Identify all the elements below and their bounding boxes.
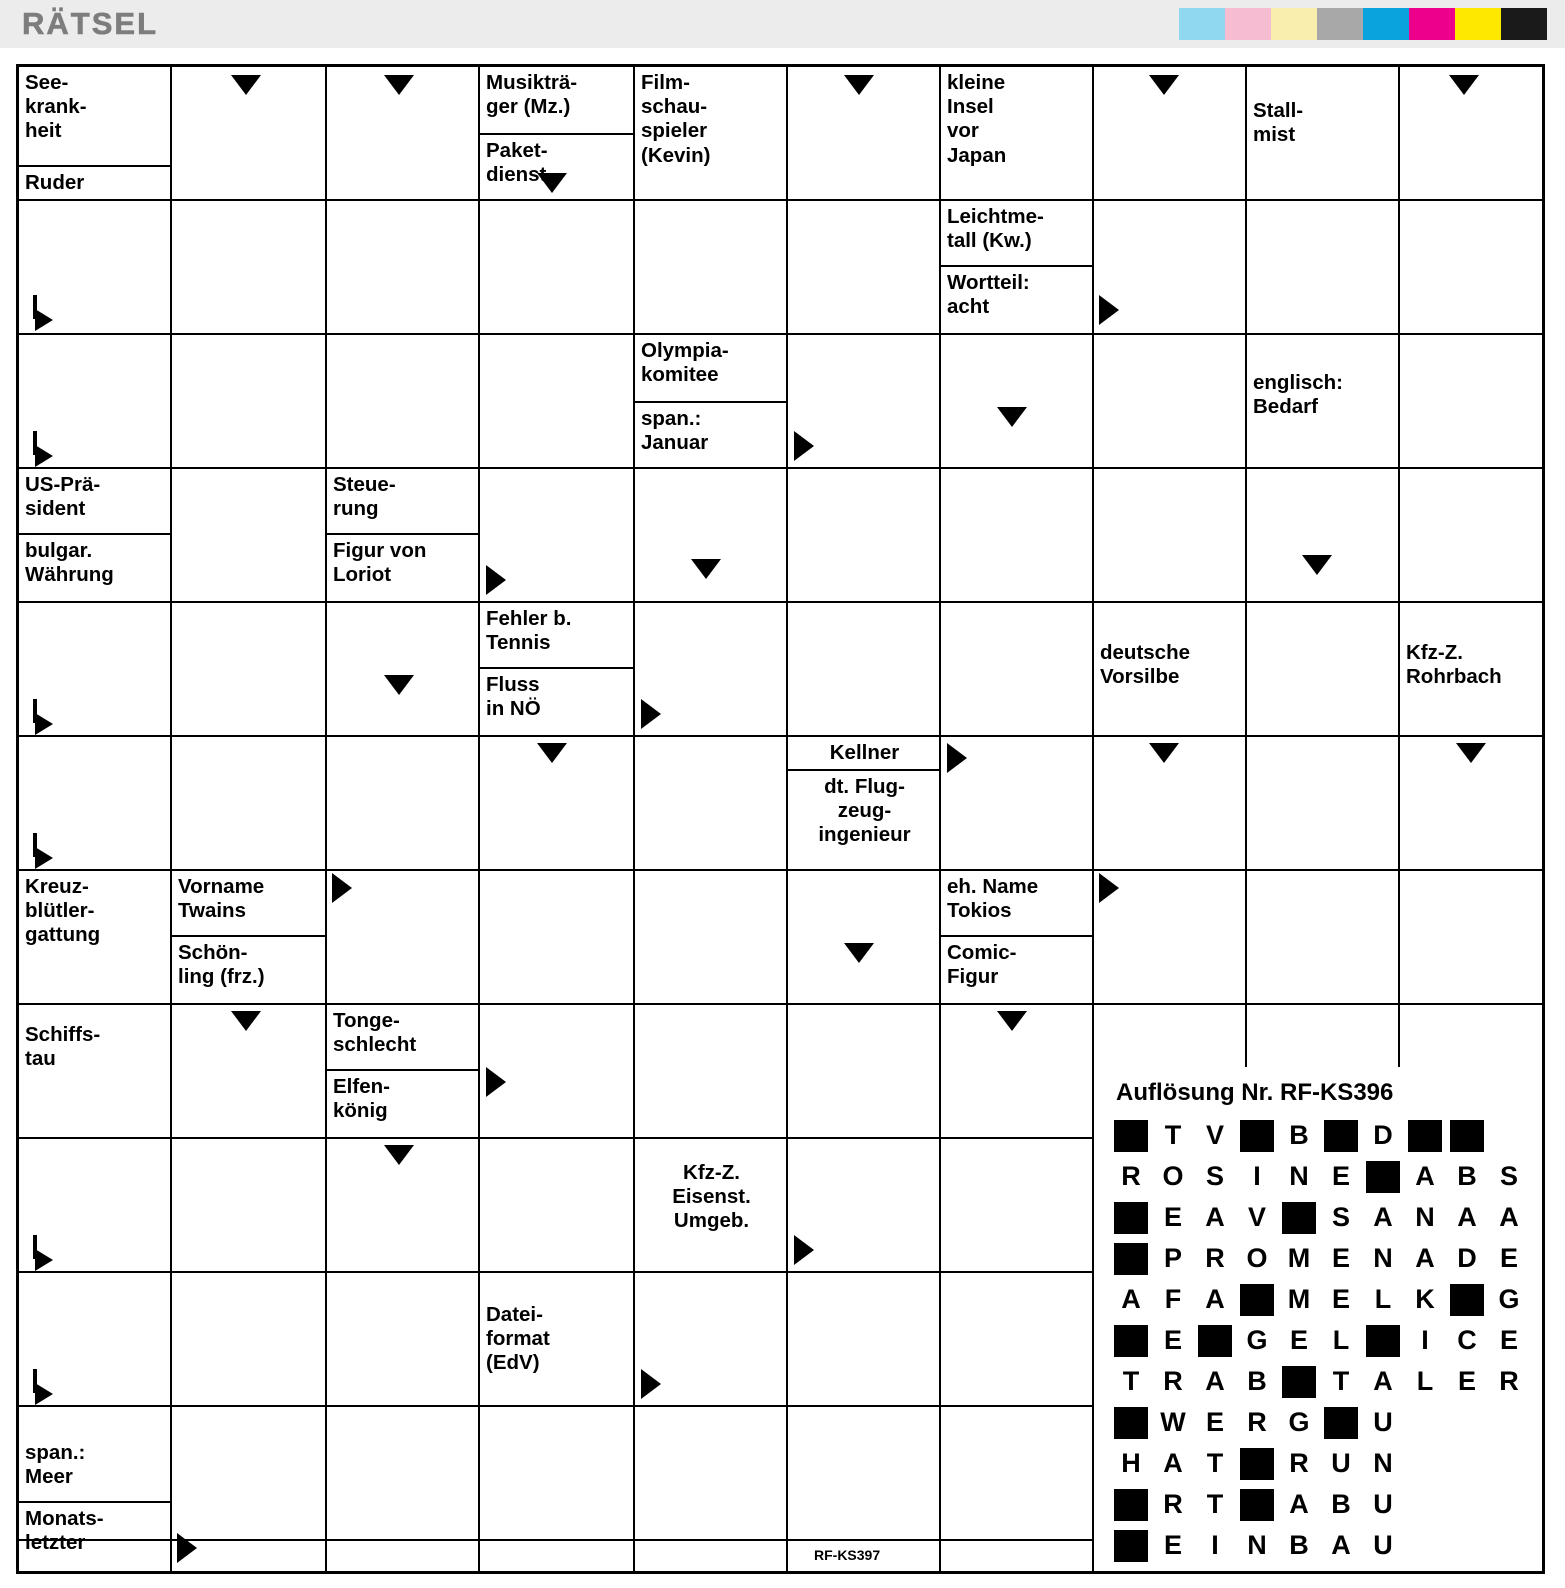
solution-letter-cell: H [1121, 1448, 1141, 1478]
solution-letter-cell: K [1415, 1284, 1435, 1314]
clue-eh-name-tokios: eh. Name Tokios [947, 875, 1039, 923]
arrow-down-icon [384, 675, 414, 695]
clue-englisch-bedarf: englisch: Bedarf [1253, 371, 1343, 419]
arrow-down-icon [1149, 75, 1179, 95]
solution-letter-cell: A [1331, 1530, 1351, 1560]
solution-block-cell [1114, 1243, 1148, 1275]
clue-leichtmetall: Leichtme- tall (Kw.) [947, 205, 1044, 253]
solution-letter-cell: U [1373, 1489, 1393, 1519]
arrow-right-icon [794, 1235, 814, 1265]
arrow-corner-icon [33, 699, 63, 729]
solution-letter-cell: N [1415, 1202, 1435, 1232]
solution-letter-cell: N [1373, 1243, 1393, 1273]
clue-tongeschlecht: Tonge- schlecht [333, 1009, 417, 1057]
grid-row-8 [19, 1005, 1094, 1139]
clue-vorname-twains: Vorname Twains [178, 875, 265, 923]
solution-letter-cell: B [1247, 1366, 1267, 1396]
clue-figur-von-loriot: Figur von Loriot [333, 539, 427, 587]
solution-row [1110, 1115, 1532, 1156]
solution-title: Auflösung Nr. RF-KS396 [1116, 1079, 1394, 1106]
solution-letter-cell: A [1373, 1202, 1393, 1232]
solution-row [1110, 1320, 1532, 1361]
solution-letter-cell: E [1331, 1161, 1350, 1191]
solution-block-cell [1450, 1284, 1484, 1316]
solution-letter-cell: T [1332, 1366, 1350, 1396]
clue-flugzeugingenieur: dt. Flug- zeug- ingenieur [818, 775, 911, 847]
page-title: RÄTSEL [22, 6, 158, 41]
color-swatch-7 [1455, 8, 1501, 40]
solution-letter-cell: R [1247, 1407, 1267, 1437]
grid-row-9 [19, 1139, 1094, 1273]
solution-block-cell [1114, 1407, 1148, 1439]
solution-letter-cell: M [1287, 1284, 1311, 1314]
solution-row [1110, 1361, 1532, 1402]
solution-letter-cell: O [1162, 1161, 1184, 1191]
clue-comic-figur: Comic- Figur [947, 941, 1017, 989]
solution-letter-cell: E [1499, 1243, 1518, 1273]
solution-block-cell [1198, 1325, 1232, 1357]
solution-block-cell [1240, 1489, 1274, 1521]
solution-row [1110, 1402, 1532, 1443]
solution-letter-cell: E [1457, 1366, 1476, 1396]
solution-letter-cell: L [1332, 1325, 1350, 1355]
clue-kleine-insel: kleine Insel vor Japan [947, 71, 1007, 167]
clue-fehler-tennis: Fehler b. Tennis [486, 607, 572, 655]
clue-olympiakomitee: Olympia- komitee [641, 339, 729, 387]
solution-letter-cell: L [1374, 1284, 1392, 1314]
clue-steuerung: Steue- rung [333, 473, 396, 521]
solution-letter-cell: B [1289, 1530, 1309, 1560]
color-swatch-8 [1501, 8, 1547, 40]
solution-row [1110, 1156, 1532, 1197]
color-swatch-4 [1317, 8, 1363, 40]
clue-monatsletzter: Monats- letzter [25, 1507, 104, 1555]
arrow-right-icon [641, 1369, 661, 1399]
clue-musiktraeger-divider [480, 67, 635, 135]
solution-letter-cell: P [1163, 1243, 1182, 1273]
grid-row-6 [19, 737, 1542, 871]
solution-letter-cell: E [1499, 1325, 1518, 1355]
solution-letter-cell: E [1331, 1243, 1350, 1273]
color-swatch-1 [1179, 8, 1225, 40]
solution-letter-cell: E [1331, 1284, 1350, 1314]
solution-letter-cell: A [1163, 1448, 1183, 1478]
clue-schiffstau: Schiffs- tau [25, 1023, 101, 1071]
solution-block-cell [1408, 1120, 1442, 1152]
arrow-right-icon [177, 1533, 197, 1563]
solution-letter-cell: R [1121, 1161, 1141, 1191]
solution-letter-cell: I [1211, 1530, 1219, 1560]
arrow-down-icon [1302, 555, 1332, 575]
solution-block-cell [1366, 1161, 1400, 1193]
solution-grid [1110, 1115, 1532, 1566]
solution-letter-cell: B [1331, 1489, 1351, 1519]
arrow-right-icon [794, 431, 814, 461]
solution-block-cell [1282, 1366, 1316, 1398]
clue-filmschauspieler: Film- schau- spieler (Kevin) [641, 71, 711, 167]
arrow-down-icon [997, 1011, 1027, 1031]
clue-kfz-eisenstadt: Kfz-Z. Eisenst. Umgeb. [672, 1161, 751, 1233]
color-swatch-5 [1363, 8, 1409, 40]
solution-letter-cell: R [1205, 1243, 1225, 1273]
clue-fehler-tennis-divider [480, 603, 635, 669]
solution-letter-cell: I [1421, 1325, 1429, 1355]
solution-letter-cell: A [1415, 1161, 1435, 1191]
arrow-down-icon [1149, 743, 1179, 763]
arrow-corner-icon [33, 1369, 63, 1399]
clue-kreuzbluetler: Kreuz- blütler- gattung [25, 875, 101, 947]
solution-letter-cell: U [1331, 1448, 1351, 1478]
clue-us-praesident: US-Prä- sident [25, 473, 101, 521]
solution-letter-cell: A [1415, 1243, 1435, 1273]
solution-letter-cell: E [1163, 1325, 1182, 1355]
solution-letter-cell: V [1247, 1202, 1266, 1232]
solution-letter-cell: E [1163, 1202, 1182, 1232]
clue-span-januar: span.: Januar [641, 407, 709, 455]
solution-letter-cell: T [1164, 1120, 1182, 1150]
clue-ruder: Ruder [25, 171, 85, 194]
solution-row [1110, 1484, 1532, 1525]
arrow-down-icon [844, 75, 874, 95]
arrow-right-icon [486, 1067, 506, 1097]
grid-row-2 [19, 201, 1542, 335]
grid-row-4 [19, 469, 1542, 603]
clue-vorname-twains-divider [172, 871, 327, 937]
color-swatch-3 [1271, 8, 1317, 40]
clue-wortteil-acht: Wortteil: acht [947, 271, 1030, 319]
arrow-down-icon [844, 943, 874, 963]
solution-letter-cell: A [1205, 1366, 1225, 1396]
arrow-down-icon [231, 1011, 261, 1031]
arrow-right-icon [641, 699, 661, 729]
arrow-right-icon [947, 743, 967, 773]
solution-letter-cell: A [1205, 1202, 1225, 1232]
arrow-down-icon [231, 75, 261, 95]
solution-letter-cell: W [1160, 1407, 1186, 1437]
solution-letter-cell: R [1499, 1366, 1519, 1396]
color-swatch-6 [1409, 8, 1455, 40]
clue-elfenkoenig: Elfen- könig [333, 1075, 390, 1123]
color-swatch-2 [1225, 8, 1271, 40]
solution-letter-cell: T [1206, 1489, 1224, 1519]
clue-stallmist: Stall- mist [1253, 99, 1304, 147]
solution-letter-cell: I [1253, 1161, 1261, 1191]
solution-block-cell [1324, 1407, 1358, 1439]
clue-see-krankheit-divider [19, 67, 172, 167]
solution-letter-cell: E [1205, 1407, 1224, 1437]
solution-letter-cell: B [1289, 1120, 1309, 1150]
arrow-down-icon [1449, 75, 1479, 95]
solution-letter-cell: G [1246, 1325, 1268, 1355]
arrow-down-icon [537, 173, 567, 193]
clue-bulgar-waehrung: bulgar. Währung [25, 539, 114, 587]
solution-letter-cell: S [1331, 1202, 1350, 1232]
solution-letter-cell: T [1122, 1366, 1140, 1396]
arrow-down-icon [537, 743, 567, 763]
solution-block-cell [1240, 1448, 1274, 1480]
solution-letter-cell: E [1163, 1530, 1182, 1560]
solution-block-cell [1114, 1202, 1148, 1234]
solution-block-cell [1450, 1120, 1484, 1152]
clue-span-meer: span.: Meer [25, 1441, 86, 1489]
arrow-right-icon [332, 873, 352, 903]
solution-letter-cell: R [1289, 1448, 1309, 1478]
solution-letter-cell: M [1287, 1243, 1311, 1273]
solution-letter-cell: G [1288, 1407, 1310, 1437]
solution-panel [1094, 1067, 1542, 1571]
clue-tongeschlecht-divider [327, 1005, 480, 1071]
arrow-right-icon [1099, 873, 1119, 903]
solution-block-cell [1240, 1284, 1274, 1316]
grid-row-11 [19, 1407, 1094, 1541]
solution-letter-cell: A [1457, 1202, 1477, 1232]
clue-eh-name-tokios-divider [941, 871, 1094, 937]
clue-dateiformat: Datei- format (EdV) [486, 1303, 550, 1375]
clue-kellner-divider [788, 737, 941, 771]
clue-kellner: Kellner [829, 741, 900, 764]
clue-span-meer-divider [19, 1437, 172, 1503]
solution-letter-cell: A [1499, 1202, 1519, 1232]
solution-block-cell [1114, 1530, 1148, 1562]
clue-see-krankheit: See- krank- heit [25, 71, 87, 143]
solution-letter-cell: R [1163, 1489, 1183, 1519]
solution-row [1110, 1525, 1532, 1566]
puzzle-code-label: RF-KS397 [814, 1547, 881, 1563]
solution-letter-cell: G [1498, 1284, 1520, 1314]
arrow-down-icon [1456, 743, 1486, 763]
solution-row [1110, 1238, 1532, 1279]
solution-letter-cell: E [1289, 1325, 1308, 1355]
solution-letter-cell: B [1457, 1161, 1477, 1191]
clue-deutsche-vorsilbe: deutsche Vorsilbe [1100, 641, 1190, 689]
solution-block-cell [1114, 1325, 1148, 1357]
solution-letter-cell: S [1205, 1161, 1224, 1191]
solution-letter-cell: D [1373, 1120, 1393, 1150]
solution-letter-cell: T [1206, 1448, 1224, 1478]
clue-fluss-noe: Fluss in NÖ [486, 673, 541, 721]
solution-letter-cell: N [1289, 1161, 1309, 1191]
solution-letter-cell: N [1247, 1530, 1267, 1560]
solution-letter-cell: A [1373, 1366, 1393, 1396]
solution-letter-cell: L [1416, 1366, 1434, 1396]
solution-letter-cell: R [1163, 1366, 1183, 1396]
solution-block-cell [1366, 1325, 1400, 1357]
clue-steuerung-divider [327, 469, 480, 535]
color-calibration-bar [1179, 8, 1547, 40]
solution-letter-cell: V [1205, 1120, 1224, 1150]
grid-row-5 [19, 603, 1542, 737]
arrow-down-icon [691, 559, 721, 579]
clue-us-praesident-divider [19, 469, 172, 535]
solution-block-cell [1282, 1202, 1316, 1234]
arrow-corner-icon [33, 833, 63, 863]
solution-letter-cell: U [1373, 1530, 1393, 1560]
solution-letter-cell: U [1373, 1407, 1393, 1437]
clue-musiktraeger: Musikträ- ger (Mz.) [486, 71, 578, 119]
arrow-corner-icon [33, 431, 63, 461]
solution-letter-cell: C [1457, 1325, 1477, 1355]
clue-kfz-rohrbach: Kfz-Z. Rohrbach [1406, 641, 1502, 689]
crossword-grid [16, 64, 1545, 1574]
solution-row [1110, 1443, 1532, 1484]
clue-schoenling: Schön- ling (frz.) [178, 941, 265, 989]
solution-block-cell [1114, 1489, 1148, 1521]
arrow-corner-icon [33, 1235, 63, 1265]
page-header [0, 0, 1565, 48]
arrow-right-icon [486, 565, 506, 595]
arrow-down-icon [384, 1145, 414, 1165]
solution-block-cell [1114, 1120, 1148, 1152]
arrow-corner-icon [33, 295, 63, 325]
clue-leichtmetall-divider [941, 201, 1094, 267]
solution-letter-cell: A [1205, 1284, 1225, 1314]
arrow-down-icon [997, 407, 1027, 427]
arrow-down-icon [384, 75, 414, 95]
solution-block-cell [1324, 1120, 1358, 1152]
solution-letter-cell: O [1246, 1243, 1268, 1273]
solution-letter-cell: A [1289, 1489, 1309, 1519]
clue-olympiakomitee-divider [635, 335, 788, 403]
solution-block-cell [1240, 1120, 1274, 1152]
clue-paketdienst: Paket- dienst [486, 139, 548, 187]
arrow-right-icon [1099, 295, 1119, 325]
solution-letter-cell: A [1121, 1284, 1141, 1314]
solution-row [1110, 1279, 1532, 1320]
solution-letter-cell: D [1457, 1243, 1477, 1273]
solution-letter-cell: S [1499, 1161, 1518, 1191]
solution-letter-cell: N [1373, 1448, 1393, 1478]
solution-letter-cell: F [1164, 1284, 1182, 1314]
solution-row [1110, 1197, 1532, 1238]
